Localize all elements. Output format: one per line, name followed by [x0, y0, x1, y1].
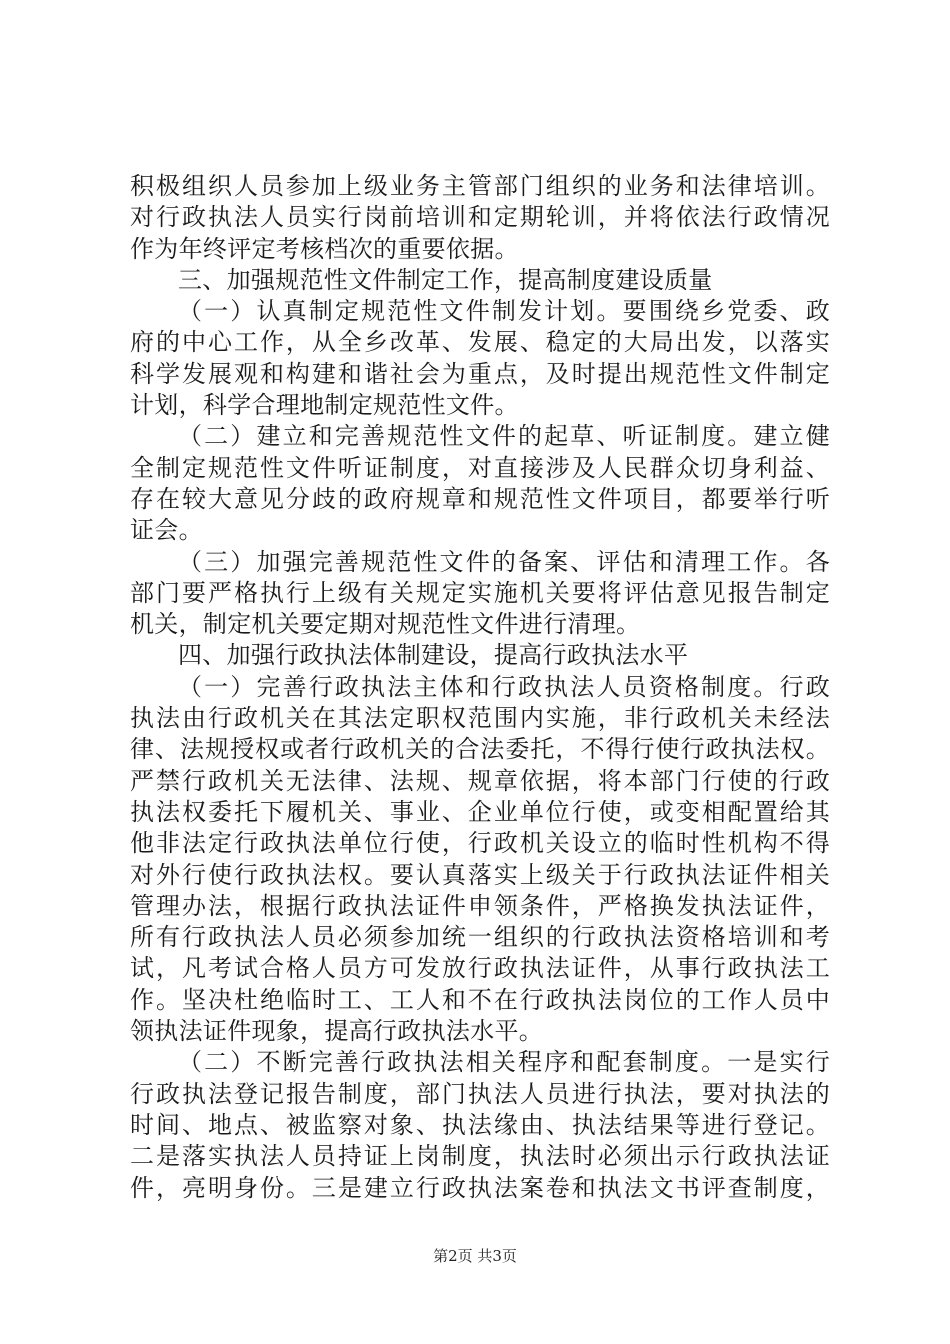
text-line: （一）认真制定规范性文件制发计划。要围绕乡党委、政 [178, 297, 830, 326]
text-line: 机关，制定机关要定期对规范性文件进行清理。 [130, 610, 641, 639]
text-line: 全制定规范性文件听证制度，对直接涉及人民群众切身利益、 [130, 453, 830, 482]
text-line: 行政执法登记报告制度，部门执法人员进行执法，要对执法的 [130, 1079, 830, 1108]
text-line: 三、加强规范性文件制定工作，提高制度建设质量 [178, 265, 713, 294]
text-line: 试，凡考试合格人员方可发放行政执法证件，从事行政执法工 [130, 954, 830, 983]
text-line: 二是落实执法人员持证上岗制度，执法时必须出示行政执法证 [130, 1142, 830, 1171]
text-line: （二）不断完善行政执法相关程序和配套制度。一是实行 [178, 1048, 830, 1077]
text-line: 存在较大意见分歧的政府规章和规范性文件项目，都要举行听 [130, 484, 830, 513]
text-line: 府的中心工作，从全乡改革、发展、稳定的大局出发，以落实 [130, 328, 830, 357]
text-line: 作。坚决杜绝临时工、工人和不在行政执法岗位的工作人员中 [130, 985, 830, 1014]
text-line: 四、加强行政执法体制建设，提高行政执法水平 [178, 641, 689, 670]
text-line: （三）加强完善规范性文件的备案、评估和清理工作。各 [178, 547, 830, 576]
text-line: 所有行政执法人员必须参加统一组织的行政执法资格培训和考 [130, 923, 830, 952]
text-line: 执法权委托下履机关、事业、企业单位行使，或变相配置给其 [130, 797, 830, 826]
text-line: 科学发展观和构建和谐社会为重点，及时提出规范性文件制定 [130, 359, 830, 388]
text-line: 律、法规授权或者行政机关的合法委托，不得行使行政执法权。 [130, 735, 830, 764]
text-line: 时间、地点、被监察对象、执法缘由、执法结果等进行登记。 [130, 1110, 830, 1139]
text-line: 对外行使行政执法权。要认真落实上级关于行政执法证件相关 [130, 860, 830, 889]
text-line: 证会。 [130, 516, 203, 545]
text-line: 件，亮明身份。三是建立行政执法案卷和执法文书评查制度， [130, 1173, 830, 1202]
text-line: 计划，科学合理地制定规范性文件。 [130, 391, 519, 420]
text-line: 对行政执法人员实行岗前培训和定期轮训，并将依法行政情况 [130, 203, 830, 232]
text-line: 管理办法，根据行政执法证件申领条件，严格换发执法证件， [130, 891, 830, 920]
text-line: 执法由行政机关在其法定职权范围内实施，非行政机关未经法 [130, 704, 830, 733]
text-line: 部门要严格执行上级有关规定实施机关要将评估意见报告制定 [130, 578, 830, 607]
page-footer [0, 1245, 950, 1266]
page-number: 第2页 共3页 [433, 1247, 517, 1265]
text-line: 他非法定行政执法单位行使，行政机关设立的临时性机构不得 [130, 829, 830, 858]
text-line: （一）完善行政执法主体和行政执法人员资格制度。行政 [178, 672, 830, 701]
document-body [130, 171, 830, 1204]
text-line: 积极组织人员参加上级业务主管部门组织的业务和法律培训。 [130, 172, 830, 200]
text-line: 严禁行政机关无法律、法规、规章依据，将本部门行使的行政 [130, 766, 830, 795]
text-line: 领执法证件现象，提高行政执法水平。 [130, 1017, 544, 1046]
text-line: 作为年终评定考核档次的重要依据。 [130, 234, 519, 263]
text-line: （二）建立和完善规范性文件的起草、听证制度。建立健 [178, 422, 830, 451]
